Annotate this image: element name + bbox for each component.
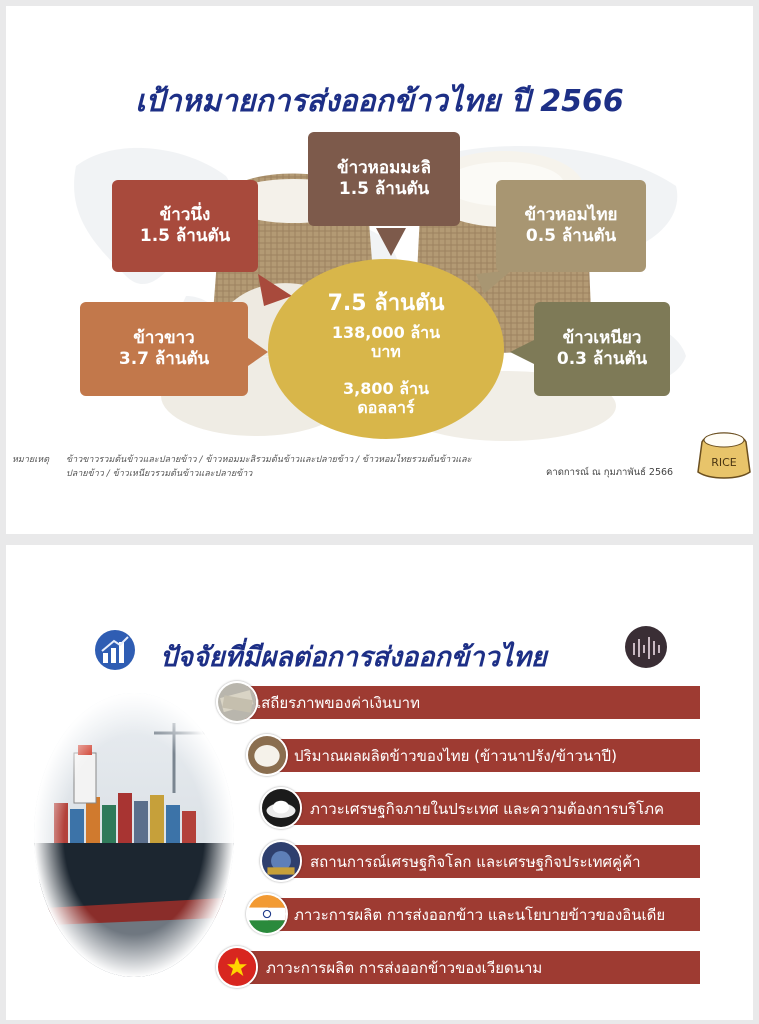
box-amount: 3.7 ล้านตัน [118,349,210,369]
factor-bar-6 [244,951,700,984]
total-value-usd: 3,800 ล้าน ดอลลาร์ [343,379,429,418]
total-tonnage: 7.5 ล้านตัน [327,291,445,316]
rice-bowl-icon [246,734,288,776]
factor-label: เสถียรภาพของค่าเงินบาท [256,693,420,712]
factor-bar-4 [282,845,700,878]
parboiled-rice-box [112,180,258,272]
box-amount: 1.5 ล้านตัน [338,179,430,199]
india-flag-icon [246,893,288,935]
white-rice-box [80,302,248,396]
total-target-oval [268,259,504,439]
vietnam-flag-icon [216,946,258,988]
thai-fragrant-rice-box [496,180,646,272]
box-amount: 0.5 ล้านตัน [525,226,617,246]
footnote-label: หมายเหตุ [12,455,50,465]
market-chart-icon [624,625,668,669]
growth-chart-icon [94,629,136,671]
factor-bar-2 [268,739,700,772]
factor-label: สถานการณ์เศรษฐกิจโลก และเศรษฐกิจประเทศคู่ค้า [310,852,641,871]
factor-label: ภาวะการผลิต การส่งออกข้าว และนโยบายข้าวของอินเดีย [294,905,666,924]
total-value-baht: 138,000 ล้าน บาท [331,323,441,362]
box-name: ข้าวหอมมะลิ [336,157,432,178]
page-title: ปัจจัยที่มีผลต่อการส่งออกข้าวไทย [160,642,547,673]
rice-plate-icon [260,787,302,829]
box-amount: 0.3 ล้านตัน [556,349,648,369]
box-name: ข้าวขาว [133,327,195,348]
rice-bag-logo [694,424,753,480]
factor-bar-3 [282,792,700,825]
banknotes-icon [216,681,258,723]
factor-bar-5 [268,898,700,931]
factor-label: ภาวะเศรษฐกิจภายในประเทศ และความต้องการบริโภค [310,799,665,818]
factor-bar-1 [244,686,700,719]
forecast-date: คาดการณ์ ณ กุมภาพันธ์ 2566 [546,467,674,478]
slide-rice-export-target [6,6,753,534]
box-amount: 1.5 ล้านตัน [139,226,231,246]
globe-trade-icon [260,840,302,882]
footnote-text: ข้าวขาวรวมต้นข้าวและปลายข้าว / ข้าวหอมมะลิรวมต้นข้าวและปลายข้าว / ข้าวหอมไทยรวมต้นข้าวและปลายข้าว / ข้าวเหนียวรวมต้นข้าวและปลายข้าว [66,455,472,479]
page-title: เป้าหมายการส่งออกข้าวไทย ปี 2566 [135,84,624,119]
glutinous-rice-box [534,302,670,396]
slide-export-factors [6,545,753,1020]
box-name: ข้าวหอมไทย [524,204,618,225]
box-name: ข้าวเหนียว [562,327,642,348]
logo-text: RICE [711,456,737,469]
cargo-ship-image [34,693,234,978]
box-name: ข้าวนึ่ง [159,204,211,225]
factor-label: ภาวะการผลิต การส่งออกข้าวของเวียดนาม [266,958,543,977]
factor-label: ปริมาณผลผลิตข้าวของไทย (ข้าวนาปรัง/ข้าวนาปี) [294,746,617,765]
jasmine-rice-box [308,132,460,226]
